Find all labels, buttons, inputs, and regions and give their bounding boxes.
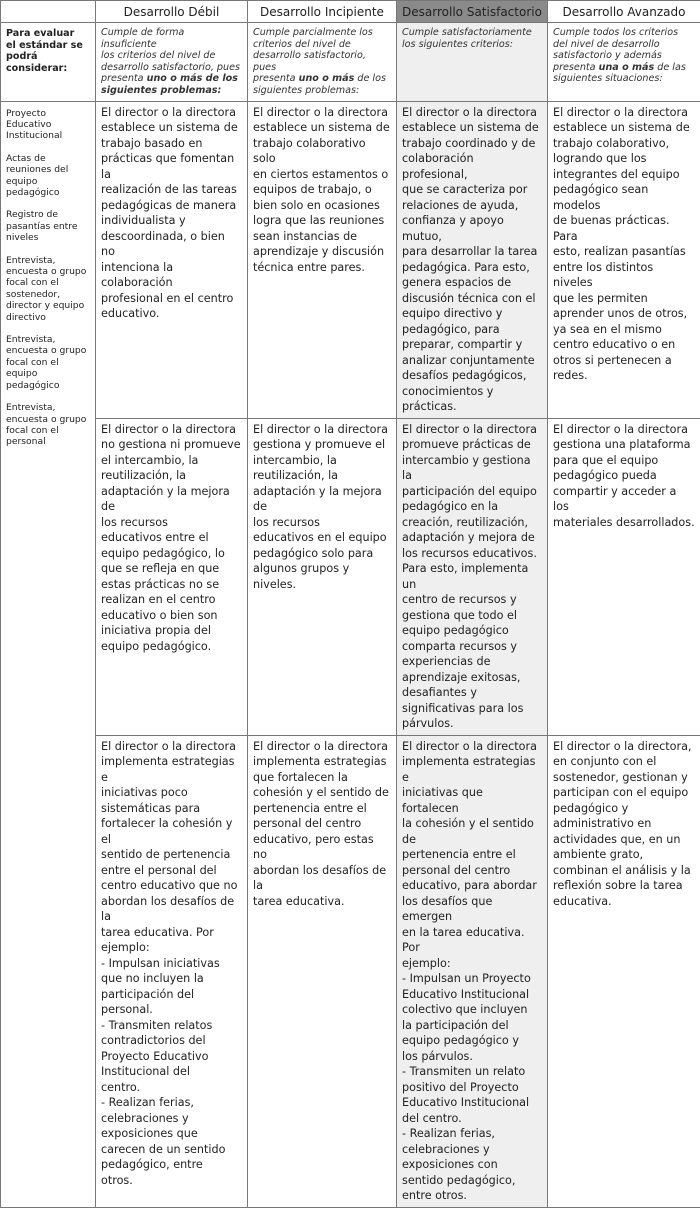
cell-satisfactorio: El director o la directora implementa estrategias e iniciativas que fortalecen la cohesión y el sentido de pertenencia entre el personal del centro educativo, para abordar los desafíos que emergen en la tarea educativa. Por ejemplo: - Impulsan un Proyecto Educativo Institucional colectivo que incluyen la participación del equipo pedagógico y los párvulos. - Transmiten un relato positivo del Proyecto Educativo Institucional del centro. - Realizan ferias, celebraciones y exposiciones con sentido pedagógico, entre otros.: [397, 735, 548, 1207]
cell-avanzado: El director o la directora, en conjunto con el sostenedor, gestionan y participan con el equipo pedagógico y administrativo en actividades que, en un ambiente grato, combinan el análisis y la reflexión sobre la tarea educativa.: [548, 735, 700, 1207]
header-row: [1, 1, 700, 23]
sources-list: [1, 101, 96, 1207]
cell-satisfactorio: El director o la directora promueve prácticas de intercambio y gestiona la participación del equipo pedagógico en la creación, reutilización, adaptación y mejora de los recursos educativos. Para esto, implementa un centro de recursos y gestiona que todo el equipo pedagógico comparta recursos y experiencias de aprendizaje exitosas, desafiantes y significativas para los párvulos.: [397, 418, 548, 735]
source-item: Entrevista, encuesta o grupo focal con el sostenedor, director y equipo directivo: [6, 255, 90, 323]
cell-incipiente: El director o la directora gestiona y promueve el intercambio, la reutilización, la adaptación y la mejora de los recursos educativos en el equipo pedagógico solo para algunos grupos y niveles.: [248, 418, 397, 735]
header-incipiente: Desarrollo Incipiente: [248, 1, 397, 23]
evaluation-label: Para evaluar el estándar se podrá considerar:: [1, 23, 96, 102]
cell-debil: El director o la directora no gestiona ni promueve el intercambio, la reutilización, la adaptación y la mejora de los recursos educativos entre el equipo pedagógico, lo que se refleja en que estas prácticas no se realizan en el centro educativo o bien son iniciativa propia del equipo pedagógico.: [96, 418, 248, 735]
criteria-emphasis: uno o más de los siguientes problemas:: [101, 73, 238, 96]
criteria-incipiente: [248, 23, 397, 102]
cell-satisfactorio: El director o la directora establece un sistema de trabajo coordinado y de colaboración profesional, que se caracteriza por relaciones de ayuda, confianza y apoyo mutuo, para desarrollar la tarea pedagógica. Para esto, genera espacios de discusión técnica con el equipo directivo y pedagógico, para preparar, compartir y analizar conjuntamente desafíos pedagógicos, conocimientos y prácticas.: [397, 101, 548, 418]
criteria-satisfactorio: Cumple satisfactoriamente los siguientes criterios:: [397, 23, 548, 102]
source-item: Entrevista, encuesta o grupo focal con el equipo pedagógico: [6, 334, 90, 391]
criteria-row: [1, 23, 700, 102]
criteria-emphasis: uno o más: [299, 73, 355, 84]
table-row: [1, 101, 700, 418]
header-avanzado: Desarrollo Avanzado: [548, 1, 700, 23]
cell-debil: El director o la directora implementa estrategias e iniciativas poco sistemáticas para fortalecer la cohesión y el sentido de pertenencia entre el personal del centro educativo que no abordan los desafíos de la tarea educativa. Por ejemplo: - Impulsan iniciativas que no incluyen la participación del personal. - Transmiten relatos contradictorios del Proyecto Educativo Institucional del centro. - Realizan ferias, celebraciones y exposiciones que carecen de un sentido pedagógico, entre otros.: [96, 735, 248, 1207]
table-row: [1, 418, 700, 735]
cell-avanzado: El director o la directora establece un sistema de trabajo colaborativo, logrando que los integrantes del equipo pedagógico sean modelos de buenas prácticas. Para esto, realizan pasantías entre los distintos niveles que les permiten aprender unos de otros, ya sea en el mismo centro educativo o en otros si pertenecen a redes.: [548, 101, 700, 418]
table-row: [1, 735, 700, 1207]
criteria-text: de los siguientes problemas:: [253, 73, 386, 96]
source-item: Registro de pasantías entre niveles: [6, 209, 90, 243]
cell-debil: El director o la directora establece un sistema de trabajo basado en prácticas que fomentan la realización de las tareas pedagógicas de manera individualista y descoordinada, o bien no intenciona la colaboración profesional en el centro educativo.: [96, 101, 248, 418]
cell-avanzado: El director o la directora gestiona una plataforma para que el equipo pedagógico pueda compartir y acceder a los materiales desarrollados.: [548, 418, 700, 735]
criteria-emphasis: una o más: [599, 62, 655, 73]
header-debil: Desarrollo Débil: [96, 1, 248, 23]
criteria-text: Cumple de forma insuficiente los criterios del nivel de desarrollo satisfactorio, pues presenta: [101, 27, 240, 84]
header-empty: [1, 1, 96, 23]
cell-incipiente: El director o la directora implementa estrategias que fortalecen la cohesión y el sentido de pertenencia entre el personal del centro educativo, pero estas no abordan los desafíos de la tarea educativa.: [248, 735, 397, 1207]
criteria-text: Cumple todos los criterios del nivel de desarrollo satisfactorio y además presenta: [553, 27, 678, 73]
source-item: Proyecto Educativo Institucional: [6, 108, 90, 142]
criteria-text: de las siguientes situaciones:: [553, 62, 686, 85]
source-item: Actas de reuniones del equipo pedagógico: [6, 153, 90, 199]
criteria-avanzado: [548, 23, 700, 102]
criteria-text: Cumple parcialmente los criterios del nivel de desarrollo satisfactorio, pues presenta: [253, 27, 373, 84]
source-item: Entrevista, encuesta o grupo focal con el personal: [6, 402, 90, 448]
criteria-debil: [96, 23, 248, 102]
header-satisfactorio: Desarrollo Satisfactorio: [397, 1, 548, 23]
cell-incipiente: El director o la directora establece un sistema de trabajo colaborativo solo en ciertos estamentos o equipos de trabajo, o bien solo en ocasiones logra que las reuniones sean instancias de aprendizaje y discusión técnica entre pares.: [248, 101, 397, 418]
